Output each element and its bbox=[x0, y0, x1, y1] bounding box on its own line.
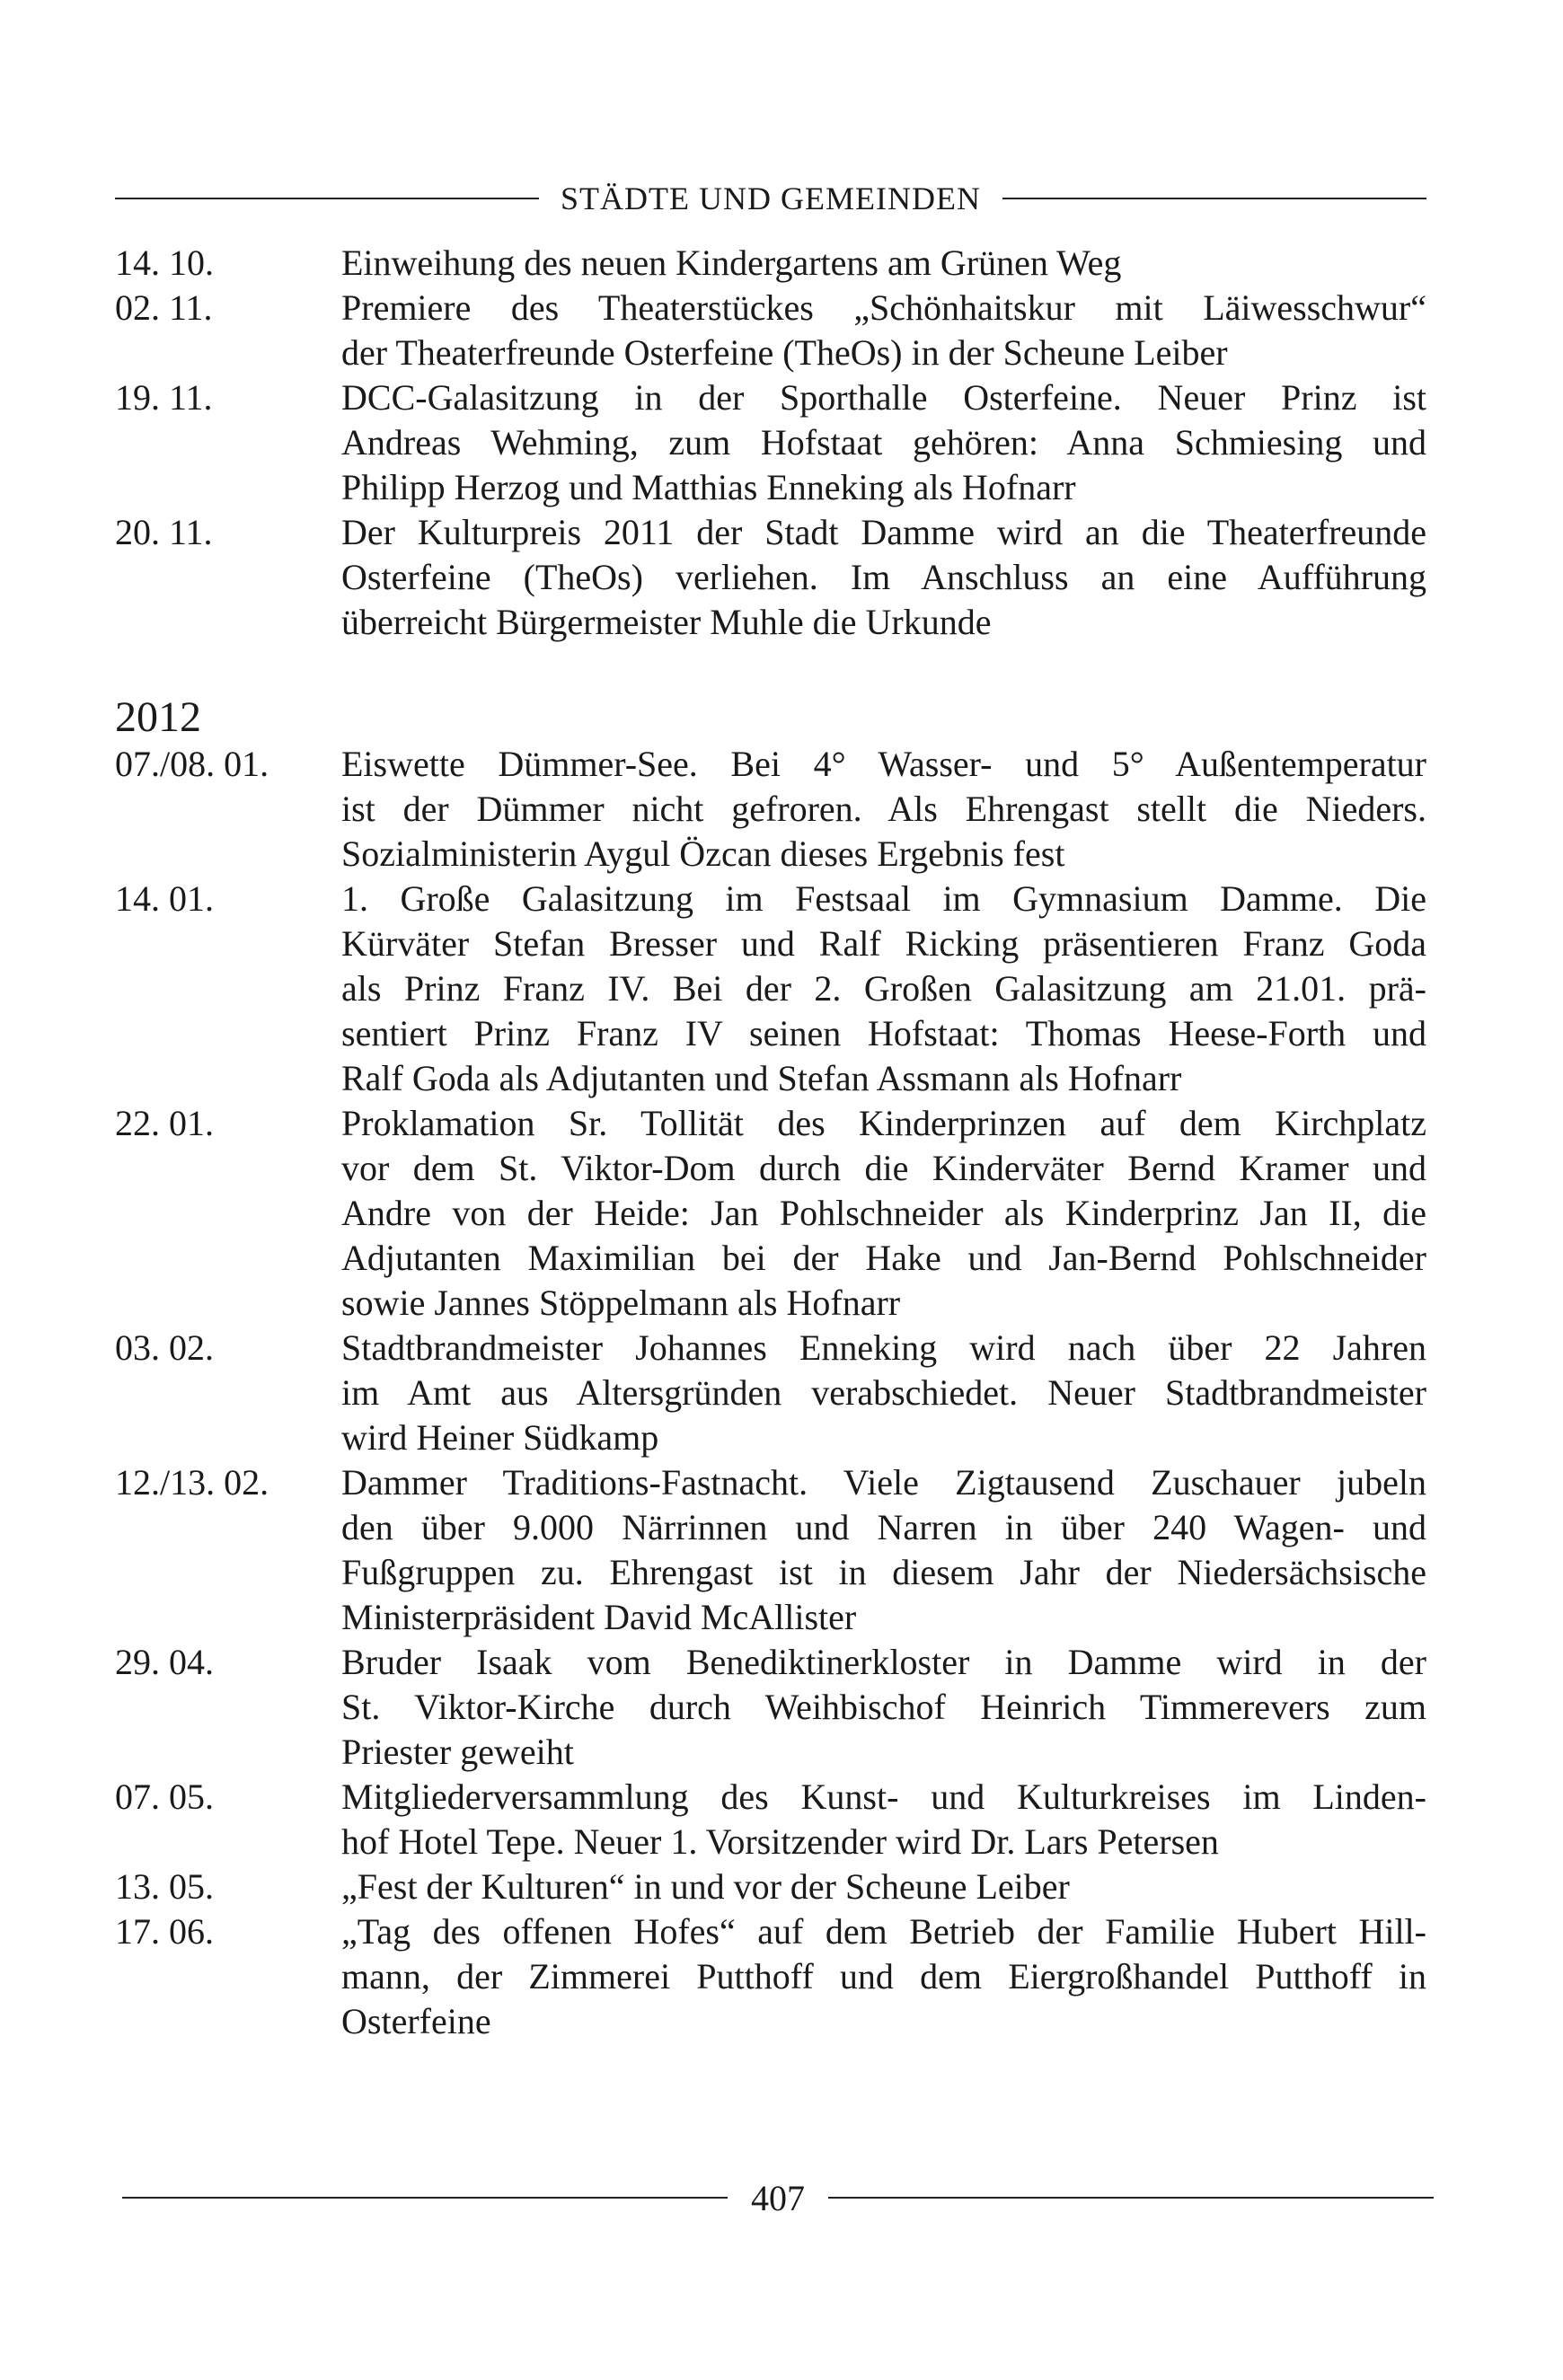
entry-date: 12./13. 02. bbox=[115, 1462, 269, 1503]
entry-text-line: Ministerpräsident David McAllister bbox=[341, 1597, 857, 1637]
entry-text-line: sowie Jannes Stöppelmann als Hofnarr bbox=[341, 1283, 901, 1323]
year-heading: 2012 bbox=[115, 693, 201, 741]
entry-text-line: St. Viktor-Kirche durch Weihbischof Heinrich Timmerevers zum bbox=[341, 1687, 1426, 1727]
entry-date: 29. 04. bbox=[115, 1642, 214, 1682]
entry-text-line: Priester geweiht bbox=[341, 1732, 574, 1772]
entry-text-line: „Tag des offenen Hofes“ auf dem Betrieb der Familie Hubert Hill- bbox=[341, 1911, 1426, 1952]
entry-text bbox=[341, 375, 1426, 510]
entry-text bbox=[341, 241, 1426, 286]
entry-date: 22. 01. bbox=[115, 1103, 214, 1143]
page-number: 407 bbox=[751, 2177, 805, 2218]
entry-date: 19. 11. bbox=[115, 377, 213, 418]
entry-text-line: Sozialministerin Aygul Özcan dieses Ergebnis fest bbox=[341, 833, 1065, 874]
chronicle-entry bbox=[115, 1101, 1426, 1326]
entry-text bbox=[341, 742, 1426, 877]
entry-date: 17. 06. bbox=[115, 1911, 214, 1952]
entry-text-line: Philipp Herzog und Matthias Enneking als Hofnarr bbox=[341, 467, 1076, 507]
entry-text-line: Osterfeine bbox=[341, 2001, 491, 2041]
entry-text-line: Stadtbrandmeister Johannes Enneking wird nach über 22 Jahren bbox=[341, 1327, 1426, 1368]
entry-text-line: „Fest der Kulturen“ in und vor der Scheune Leiber bbox=[341, 1866, 1070, 1907]
entry-text bbox=[341, 286, 1426, 375]
entry-date: 14. 01. bbox=[115, 878, 214, 919]
entry-text-line: der Theaterfreunde Osterfeine (TheOs) in der Scheune Leiber bbox=[341, 332, 1228, 373]
entry-text-line: vor dem St. Viktor-Dom durch die Kinderväter Bernd Kramer und bbox=[341, 1148, 1426, 1188]
header-rule-left bbox=[115, 198, 539, 199]
chronicle-entry bbox=[115, 1460, 1426, 1640]
footer-rule-right bbox=[828, 2197, 1434, 2199]
entry-text-line: Andreas Wehming, zum Hofstaat gehören: Anna Schmiesing und bbox=[341, 422, 1426, 463]
entry-text bbox=[341, 1775, 1426, 1864]
entry-text bbox=[341, 877, 1426, 1101]
chronicle-content bbox=[115, 241, 1426, 2044]
chronicle-entry bbox=[115, 241, 1426, 286]
chronicle-entry bbox=[115, 1775, 1426, 1864]
entry-text bbox=[341, 1909, 1426, 2044]
chronicle-entry bbox=[115, 1864, 1426, 1909]
entry-text-line: DCC-Galasitzung in der Sporthalle Osterfeine. Neuer Prinz ist bbox=[341, 377, 1426, 418]
entry-text-line: Mitgliederversammlung des Kunst- und Kulturkreises im Linden- bbox=[341, 1776, 1426, 1817]
running-header bbox=[115, 176, 1426, 221]
entry-text-line: Fußgruppen zu. Ehrengast ist in diesem Jahr der Niedersächsische bbox=[341, 1552, 1426, 1592]
entry-text-line: Der Kulturpreis 2011 der Stadt Damme wird an die Theaterfreunde bbox=[341, 512, 1426, 552]
running-header-title: STÄDTE UND GEMEINDEN bbox=[561, 181, 981, 216]
entry-text bbox=[341, 1640, 1426, 1775]
entry-text-line: wird Heiner Südkamp bbox=[341, 1417, 659, 1458]
entry-text-line: 1. Große Galasitzung im Festsaal im Gymnasium Damme. Die bbox=[341, 878, 1426, 919]
entry-text-line: Bruder Isaak vom Benediktinerkloster in Damme wird in der bbox=[341, 1642, 1426, 1682]
chronicle-list-2011 bbox=[115, 241, 1426, 645]
entry-text-line: Premiere des Theaterstückes „Schönhaitskur mit Läiwesschwur“ bbox=[341, 287, 1426, 328]
entry-date: 14. 10. bbox=[115, 242, 214, 283]
entry-text-line: Einweihung des neuen Kindergartens am Grünen Weg bbox=[341, 242, 1122, 283]
entry-text bbox=[341, 1460, 1426, 1640]
entry-date: 07./08. 01. bbox=[115, 744, 269, 784]
header-rule-right bbox=[1002, 198, 1426, 199]
entry-text bbox=[341, 1326, 1426, 1460]
chronicle-entry bbox=[115, 742, 1426, 877]
entry-text-line: Proklamation Sr. Tollität des Kinderprinzen auf dem Kirchplatz bbox=[341, 1103, 1426, 1143]
entry-date: 02. 11. bbox=[115, 287, 213, 328]
chronicle-entry bbox=[115, 877, 1426, 1101]
entry-text-line: im Amt aus Altersgründen verabschiedet. Neuer Stadtbrandmeister bbox=[341, 1372, 1426, 1413]
entry-text-line: sentiert Prinz Franz IV seinen Hofstaat: Thomas Heese-Forth und bbox=[341, 1013, 1426, 1053]
entry-text-line: Andre von der Heide: Jan Pohlschneider als Kinderprinz Jan II, die bbox=[341, 1193, 1426, 1233]
entry-date: 20. 11. bbox=[115, 512, 213, 552]
chronicle-entry bbox=[115, 510, 1426, 645]
entry-text-line: Ralf Goda als Adjutanten und Stefan Assmann als Hofnarr bbox=[341, 1058, 1182, 1098]
footer-rule-left bbox=[122, 2197, 728, 2199]
entry-text-line: mann, der Zimmerei Putthoff und dem Eiergroßhandel Putthoff in bbox=[341, 1956, 1426, 1997]
entry-text-line: Adjutanten Maximilian bei der Hake und Jan-Bernd Pohlschneider bbox=[341, 1238, 1426, 1278]
entry-text bbox=[341, 510, 1426, 645]
entry-text-line: als Prinz Franz IV. Bei der 2. Großen Galasitzung am 21.01. prä- bbox=[341, 968, 1426, 1009]
chronicle-entry bbox=[115, 1326, 1426, 1460]
chronicle-entry bbox=[115, 1909, 1426, 2044]
page-footer bbox=[122, 2175, 1434, 2220]
entry-text-line: Osterfeine (TheOs) verliehen. Im Anschluss an eine Aufführung bbox=[341, 557, 1426, 597]
entry-text-line: den über 9.000 Närrinnen und Narren in über 240 Wagen- und bbox=[341, 1507, 1426, 1547]
entry-text bbox=[341, 1864, 1426, 1909]
entry-text-line: überreicht Bürgermeister Muhle die Urkunde bbox=[341, 602, 992, 642]
chronicle-entry bbox=[115, 286, 1426, 375]
chronicle-list-2012 bbox=[115, 742, 1426, 2044]
entry-date: 07. 05. bbox=[115, 1776, 214, 1817]
entry-text-line: Dammer Traditions-Fastnacht. Viele Zigtausend Zuschauer jubeln bbox=[341, 1462, 1426, 1503]
entry-date: 13. 05. bbox=[115, 1866, 214, 1907]
entry-text-line: ist der Dümmer nicht gefroren. Als Ehrengast stellt die Nieders. bbox=[341, 789, 1426, 829]
entry-text-line: hof Hotel Tepe. Neuer 1. Vorsitzender wird Dr. Lars Petersen bbox=[341, 1821, 1219, 1862]
entry-text-line: Kürväter Stefan Bresser und Ralf Ricking präsentieren Franz Goda bbox=[341, 923, 1426, 964]
chronicle-entry bbox=[115, 1640, 1426, 1775]
entry-text bbox=[341, 1101, 1426, 1326]
chronicle-entry bbox=[115, 375, 1426, 510]
entry-date: 03. 02. bbox=[115, 1327, 214, 1368]
entry-text-line: Eiswette Dümmer-See. Bei 4° Wasser- und 5° Außentemperatur bbox=[341, 744, 1426, 784]
